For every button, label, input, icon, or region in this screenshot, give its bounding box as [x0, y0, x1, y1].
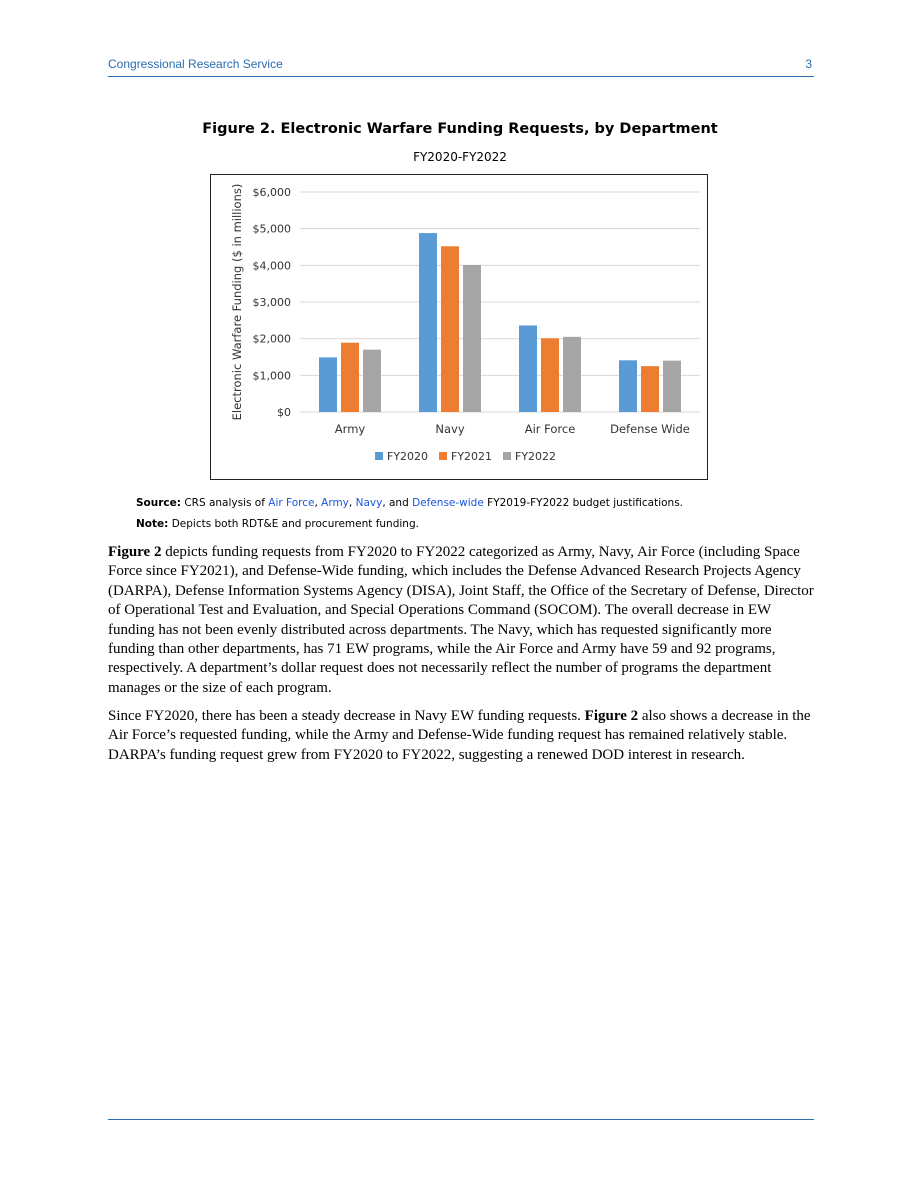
note-text: Depicts both RDT&E and procurement funding. [171, 518, 419, 530]
bar-fy2022-navy [463, 265, 481, 412]
paragraph-2-after: also shows a decrease in the Air Force’s requested funding, while the Army and Defense-Wide funding request has remained relatively stable. DARPA’s funding request grew from FY2020 to FY2022, suggesting a renewed DOD interest in research. [108, 708, 811, 763]
y-tick-label: $4,000 [252, 259, 291, 273]
y-tick-label: $1,000 [252, 369, 291, 383]
link-army[interactable]: Army [321, 497, 349, 509]
note-label: Note: [136, 518, 169, 530]
legend-label: FY2021 [451, 450, 493, 463]
x-tick-label: Army [334, 422, 366, 436]
bar-fy2022-air-force [563, 337, 581, 412]
bar-chart [211, 175, 707, 479]
y-tick-label: $5,000 [252, 222, 291, 236]
source-prefix: CRS analysis of [184, 497, 265, 509]
bar-fy2022-army [363, 350, 381, 412]
y-tick-label: $6,000 [252, 186, 291, 199]
source-sep-1: , [314, 497, 318, 509]
y-tick-label: $0 [277, 406, 291, 419]
x-tick-label: Air Force [524, 422, 576, 436]
figure-note [136, 518, 419, 530]
source-label: Source: [136, 497, 181, 509]
bar-fy2020-army [319, 357, 337, 412]
source-sep-2: , [348, 497, 353, 509]
chart-frame [210, 174, 708, 480]
bar-fy2021-air-force [541, 338, 559, 412]
figure-subtitle: FY2020-FY2022 [413, 150, 507, 164]
figure-title: Figure 2. Electronic Warfare Funding Requests, by Department [202, 121, 718, 137]
page-number: 3 [805, 57, 812, 71]
x-tick-label: Defense Wide [610, 422, 690, 436]
x-tick-label: Navy [435, 422, 465, 436]
bar-fy2021-navy [441, 246, 459, 412]
bar-fy2022-defense-wide [663, 361, 681, 412]
legend-swatch-fy2021 [439, 452, 447, 460]
header-rule [108, 76, 814, 77]
source-suffix: FY2019-FY2022 budget justifications. [487, 497, 684, 509]
bar-fy2021-army [341, 343, 359, 412]
source-sep-3: , and [382, 497, 409, 509]
paragraph-2-before: Since FY2020, there has been a steady decrease in Navy EW funding requests. [108, 708, 585, 724]
legend-swatch-fy2020 [375, 452, 383, 460]
paragraph-1 [108, 543, 820, 698]
legend-swatch-fy2022 [503, 452, 511, 460]
y-tick-label: $3,000 [252, 296, 291, 309]
paragraph-1-text: depicts funding requests from FY2020 to FY2022 categorized as Army, Navy, Air Force (including Space Force since FY2021), and Defense-Wide funding, which includes the Defense Advanced Research Projects Agency (DARPA), Defense Information Systems Agency (DISA), Joint Staff, the Office of the Secretary of Defense, Director of Operational Test and Evaluation, and Special Operations Command (SOCOM). The overall decrease in EW funding has not been evenly distributed across departments. The Navy, which has requested significantly more funding than other departments, has 71 EW programs, while the Air Force and Army have 59 and 92 programs, respectively. A department’s dollar request does not necessarily reflect the number of programs the department manages or the size of each program. [108, 544, 814, 696]
bar-fy2020-navy [419, 233, 437, 412]
figure-reference: Figure 2 [584, 708, 639, 724]
bar-fy2020-air-force [519, 325, 537, 412]
figure-reference: Figure 2 [108, 544, 162, 560]
y-axis-label: Electronic Warfare Funding ($ in millions) [230, 183, 244, 421]
footer-rule [108, 1119, 814, 1120]
link-air-force[interactable]: Air Force [268, 497, 315, 509]
figure-source [136, 497, 683, 509]
paragraph-2 [108, 707, 820, 765]
legend-label: FY2020 [387, 450, 429, 463]
link-navy[interactable]: Navy [355, 497, 383, 509]
bar-fy2021-defense-wide [641, 366, 659, 412]
legend-label: FY2022 [515, 450, 557, 463]
bar-fy2020-defense-wide [619, 360, 637, 412]
link-defense-wide[interactable]: Defense-wide [412, 497, 484, 509]
y-tick-label: $2,000 [252, 332, 291, 346]
header-publisher: Congressional Research Service [108, 57, 283, 71]
